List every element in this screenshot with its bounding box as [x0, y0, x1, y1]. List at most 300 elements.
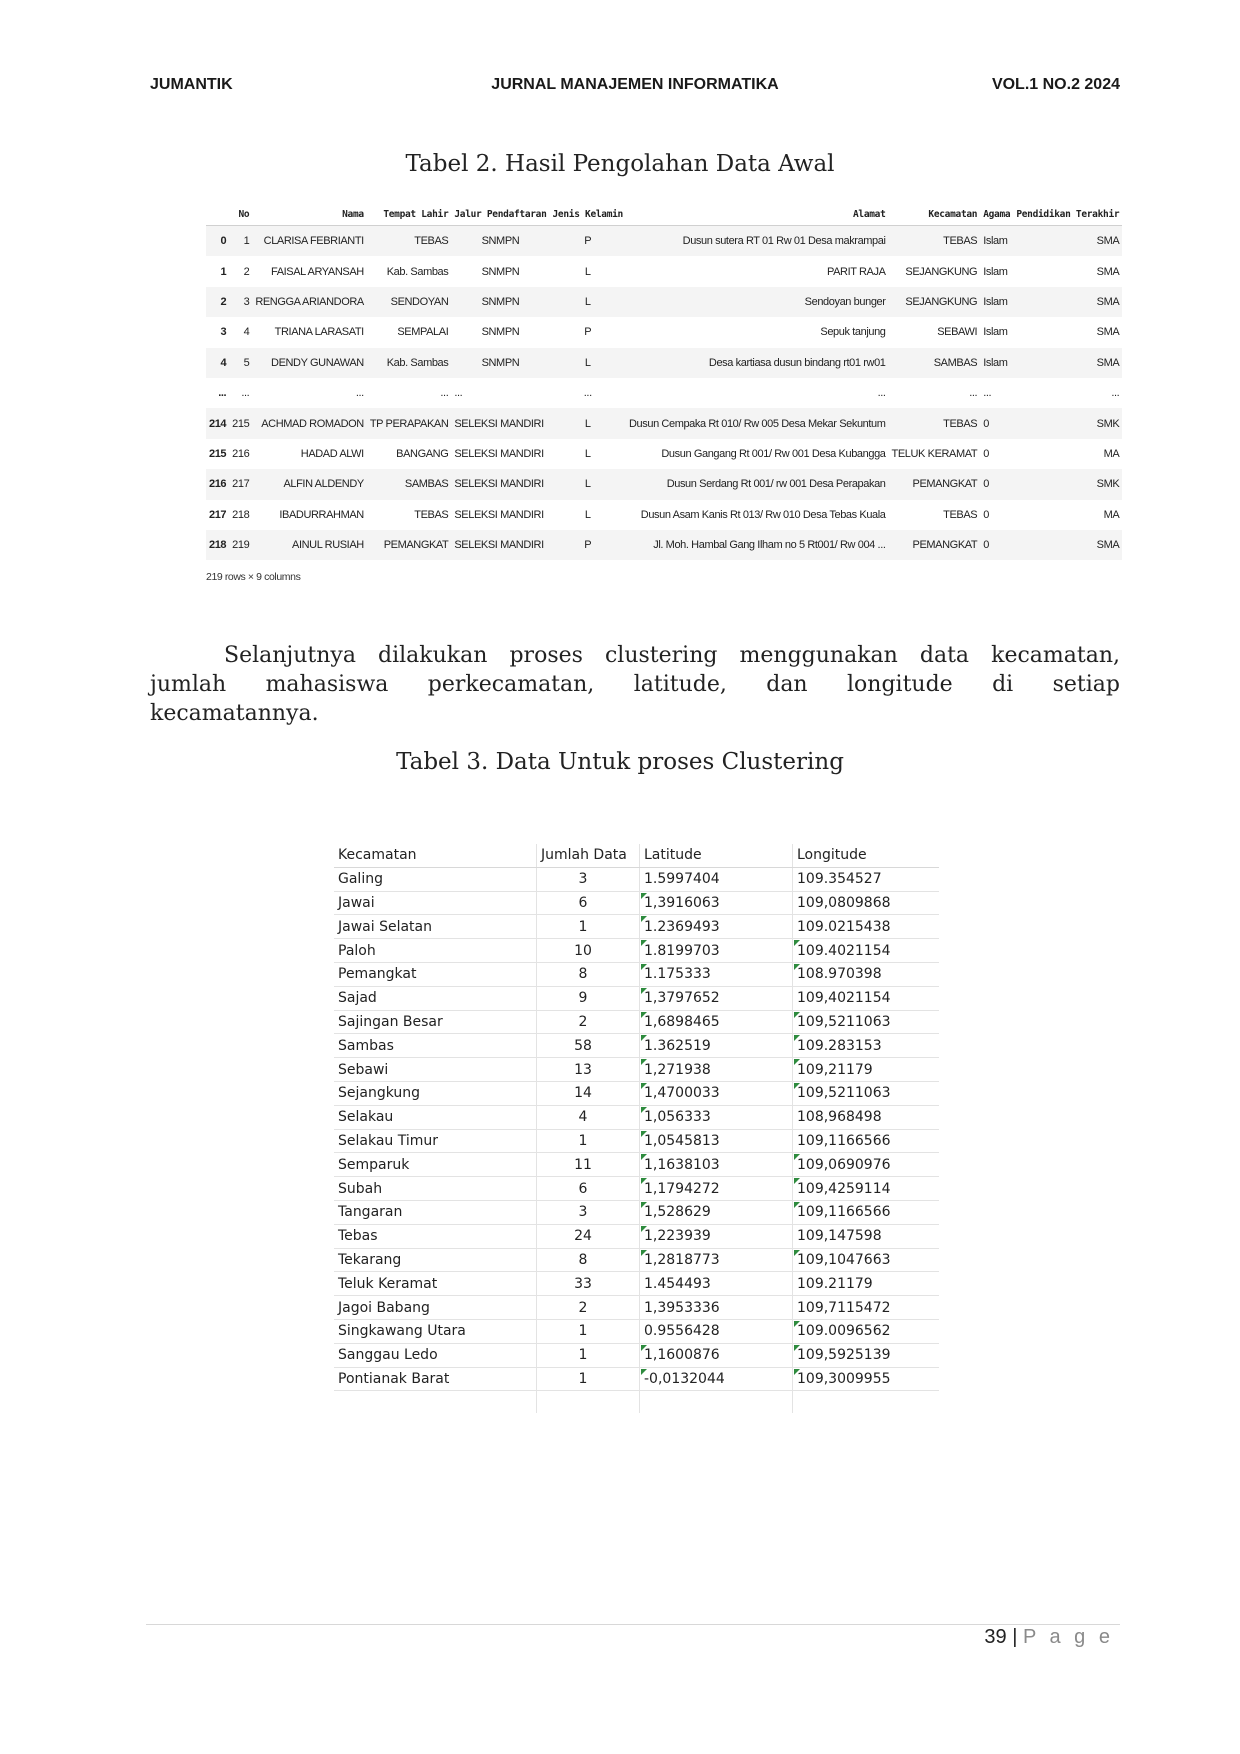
body-paragraph — [150, 641, 1120, 728]
page-number: 39 — [984, 1626, 1007, 1648]
table3-cell-lat — [640, 962, 793, 986]
table3-cell-text: 109,7115472 — [797, 1299, 891, 1316]
table2-cell: SMA — [1096, 356, 1120, 369]
number-as-text-marker-icon — [641, 1012, 647, 1018]
table2-row — [206, 439, 1122, 469]
table3-header-cell: Kecamatan — [334, 844, 537, 867]
table2-cell: SMA — [1096, 539, 1120, 552]
table3-row — [334, 1034, 939, 1058]
table2-row — [206, 348, 1122, 378]
table2-cell: ... — [1111, 387, 1120, 400]
table3-cell-lon — [793, 1343, 940, 1367]
table3-empty-cell — [537, 1391, 640, 1414]
table2-row — [206, 530, 1122, 560]
table2-header-cell: Agama — [980, 203, 1013, 226]
table3-cell-text: Teluk Keramat — [338, 1275, 438, 1292]
table3-cell-text: 109.21179 — [797, 1275, 873, 1292]
table2-header-cell: Tempat Lahir — [367, 203, 452, 226]
table3-cell-lon — [793, 1200, 940, 1224]
table2-row — [206, 500, 1122, 530]
table3-cell-lon — [793, 867, 940, 891]
table3-cell-text: 108.970398 — [797, 966, 882, 983]
table3-cell-text: 8 — [578, 1251, 588, 1268]
table2-cell: SNMPN — [481, 356, 520, 369]
table2-index-cell: 2 — [220, 295, 227, 308]
table2-cell: SNMPN — [481, 265, 520, 278]
table3-cell-lat — [640, 1058, 793, 1082]
paragraph-line: Selanjutnya dilakukan proses clustering menggunakan data kecamatan, — [224, 643, 1120, 668]
table3-row — [334, 1200, 939, 1224]
table2-cell: Dusun sutera RT 01 Rw 01 Desa makrampai — [682, 235, 886, 248]
table3-cell-jml — [537, 867, 640, 891]
table3-header-cell: Longitude — [793, 844, 940, 867]
table2-row — [206, 287, 1122, 317]
number-as-text-marker-icon — [641, 1178, 647, 1184]
table2-cell: SMA — [1096, 295, 1120, 308]
number-as-text-marker-icon — [794, 1321, 800, 1327]
table3-cell-lat — [640, 867, 793, 891]
table3-cell-lat — [640, 1248, 793, 1272]
table3-cell-jml — [537, 1319, 640, 1343]
table3-cell-lon — [793, 1153, 940, 1177]
table2-cell: PARIT RAJA — [826, 265, 886, 278]
table3-cell-lat — [640, 1319, 793, 1343]
table2-cell: 215 — [232, 417, 250, 430]
table3-cell-lat — [640, 1153, 793, 1177]
table2-footnote: 219 rows × 9 columns — [206, 571, 301, 583]
table3-cell-kec — [334, 1296, 537, 1320]
table2-cell: Dusun Serdang Rt 001/ rw 001 Desa Perapakan — [666, 478, 886, 491]
table2-cell: P — [584, 235, 592, 248]
table3-cell-text: 1.454493 — [644, 1275, 711, 1292]
table3-cell-text: 9 — [578, 990, 588, 1007]
table2-cell: ALFIN ALDENDY — [283, 478, 364, 491]
table3-cell-text: 109,0690976 — [797, 1156, 891, 1173]
table2-cell: Islam — [983, 235, 1008, 248]
table2-cell: PEMANGKAT — [912, 539, 978, 552]
table2-cell: ... — [877, 387, 886, 400]
table2-cell: L — [584, 478, 591, 491]
table2-cell: SEJANGKUNG — [905, 265, 978, 278]
table3-cell-lon — [793, 1034, 940, 1058]
table3-cell-lat — [640, 939, 793, 963]
table3-cell-lat — [640, 1200, 793, 1224]
table3-row — [334, 1224, 939, 1248]
number-as-text-marker-icon — [641, 1226, 647, 1232]
table3-cell-kec — [334, 1177, 537, 1201]
table3-cell-text: 1,056333 — [644, 1109, 711, 1126]
table2-cell: TEBAS — [943, 417, 978, 430]
table3-cell-kec — [334, 939, 537, 963]
table3-cell-text: 1 — [578, 918, 588, 935]
table2-index-cell: 218 — [209, 539, 227, 552]
number-as-text-marker-icon — [641, 964, 647, 970]
table3-cell-text: Jawai Selatan — [338, 918, 432, 935]
table3-cell-text: Jagoi Babang — [338, 1299, 430, 1316]
table2-cell: Dusun Asam Kanis Rt 013/ Rw 010 Desa Tebas Kuala — [640, 508, 886, 521]
table3-cell-kec — [334, 986, 537, 1010]
table3-cell-jml — [537, 1200, 640, 1224]
table3-cell-jml — [537, 1272, 640, 1296]
table3-cell-lon — [793, 1296, 940, 1320]
table3-cell-kec — [334, 1034, 537, 1058]
table2-cell: 218 — [232, 508, 250, 521]
table3-cell-jml — [537, 1343, 640, 1367]
table2-cell: MA — [1103, 447, 1120, 460]
table2-cell: Islam — [983, 265, 1008, 278]
table3-cell-text: 1,1600876 — [644, 1347, 720, 1364]
table3-cell-lat — [640, 1367, 793, 1391]
table3-cell-jml — [537, 1224, 640, 1248]
table3-cell-text: Paloh — [338, 942, 376, 959]
table3-row — [334, 915, 939, 939]
table3-cell-text: 1 — [578, 1370, 588, 1387]
table2-index-cell: 0 — [220, 235, 227, 248]
number-as-text-marker-icon — [794, 964, 800, 970]
table3-cell-lon — [793, 1081, 940, 1105]
number-as-text-marker-icon — [794, 1345, 800, 1351]
page-label: P a g e — [1022, 1626, 1114, 1648]
table2-cell: CLARISA FEBRIANTI — [263, 235, 364, 248]
table2-cell: SMK — [1096, 478, 1120, 491]
table3-row — [334, 962, 939, 986]
table2-cell: PEMANGKAT — [383, 539, 449, 552]
table3-cell-lon — [793, 1319, 940, 1343]
table3-cell-text: 109,21179 — [797, 1061, 873, 1078]
table3-cell-jml — [537, 962, 640, 986]
table3-cell-text: 58 — [574, 1037, 592, 1054]
table3-cell-lon — [793, 939, 940, 963]
table3-cell-kec — [334, 962, 537, 986]
table3-cell-text: 109.283153 — [797, 1037, 882, 1054]
table2-cell: ... — [355, 387, 364, 400]
table3-row — [334, 986, 939, 1010]
table3-cell-text: 1,3953336 — [644, 1299, 720, 1316]
table2-cell: ... — [440, 387, 449, 400]
table3-cell-text: 109,4021154 — [797, 990, 891, 1007]
table2-cell: 1 — [243, 235, 250, 248]
table3-cell-lon — [793, 1129, 940, 1153]
table2-cell: Dusun Cempaka Rt 010/ Rw 005 Desa Mekar Sekuntum — [628, 417, 886, 430]
table2-index-cell: 215 — [209, 447, 227, 460]
table3-cell-text: 11 — [574, 1156, 592, 1173]
volume-info: VOL.1 NO.2 2024 — [991, 76, 1120, 93]
table3-row — [334, 891, 939, 915]
table3-cell-text: 6 — [578, 894, 588, 911]
table2-cell: TRIANA LARASATI — [274, 326, 364, 339]
table3-cell-jml — [537, 1105, 640, 1129]
table3-cell-text: 33 — [574, 1275, 592, 1292]
table3-cell-lon — [793, 1224, 940, 1248]
table3-cell-lon — [793, 1248, 940, 1272]
number-as-text-marker-icon — [641, 988, 647, 994]
table3-cell-text: 1.362519 — [644, 1037, 711, 1054]
table2-cell: L — [584, 417, 591, 430]
table2-cell: DENDY GUNAWAN — [271, 356, 364, 369]
table3-cell-lon — [793, 986, 940, 1010]
table2-cell: ACHMAD ROMADON — [261, 417, 364, 430]
table2-row — [206, 256, 1122, 286]
table3-cell-lat — [640, 1177, 793, 1201]
table2-cell: 5 — [243, 356, 250, 369]
table3-cell-text: Tebas — [338, 1228, 378, 1245]
table2-cell: SELEKSI MANDIRI — [454, 478, 544, 491]
table3-cell-text: 4 — [578, 1109, 588, 1126]
number-as-text-marker-icon — [641, 1345, 647, 1351]
table2-cell: TP PERAPAKAN — [369, 417, 449, 430]
table2-cell: SEMPALAI — [397, 326, 449, 339]
table3-cell-text: Singkawang Utara — [338, 1323, 466, 1340]
table3-row — [334, 1129, 939, 1153]
table2-cell: 216 — [232, 447, 250, 460]
table3-empty-cell — [334, 1391, 537, 1414]
journal-short-name: JUMANTIK — [150, 76, 233, 93]
table3-cell-text: 1 — [578, 1323, 588, 1340]
table3-cell-text: 108,968498 — [797, 1109, 882, 1126]
table3-cell-lon — [793, 1367, 940, 1391]
table3-empty-cell — [640, 1391, 793, 1414]
table3-header-cell: Jumlah Data — [537, 844, 640, 867]
table3-cell-text: 1,2818773 — [644, 1251, 720, 1268]
table2-cell: TELUK KERAMAT — [891, 447, 978, 460]
table3-cell-text: 1,0545813 — [644, 1132, 720, 1149]
table3-cell-jml — [537, 939, 640, 963]
table2-cell: P — [584, 326, 592, 339]
table3-cell-kec — [334, 1105, 537, 1129]
table3-cell-jml — [537, 1153, 640, 1177]
table2-cell: TEBAS — [414, 508, 449, 521]
table3-cell-kec — [334, 891, 537, 915]
table3-cell-jml — [537, 986, 640, 1010]
table3-cell-jml — [537, 1177, 640, 1201]
table3-cell-jml — [537, 1010, 640, 1034]
table3-cell-text: 1.175333 — [644, 966, 711, 983]
number-as-text-marker-icon — [641, 1154, 647, 1160]
table3-cell-kec — [334, 1248, 537, 1272]
table2-cell: Dusun Gangang Rt 001/ Rw 001 Desa Kubangga — [661, 447, 886, 460]
table3-empty-cell — [793, 1391, 940, 1414]
table2-row — [206, 408, 1122, 438]
table2-cell: AINUL RUSIAH — [292, 539, 364, 552]
table3-cell-text: 1.2369493 — [644, 918, 720, 935]
table3-row — [334, 1153, 939, 1177]
table3-cell-text: Tangaran — [338, 1204, 403, 1221]
table3-cell-jml — [537, 1129, 640, 1153]
number-as-text-marker-icon — [641, 1131, 647, 1137]
table3-cell-kec — [334, 915, 537, 939]
table2-row — [206, 378, 1122, 408]
table3-cell-lat — [640, 1129, 793, 1153]
table2-cell: SMA — [1096, 265, 1120, 278]
table2-cell: IBADURRAHMAN — [279, 508, 364, 521]
table2-cell: Islam — [983, 326, 1008, 339]
table3-row — [334, 1367, 939, 1391]
table2-cell: Islam — [983, 295, 1008, 308]
number-as-text-marker-icon — [794, 1202, 800, 1208]
table3-cell-text: 1,528629 — [644, 1204, 711, 1221]
running-header — [150, 76, 1120, 100]
table3-cell-lat — [640, 1296, 793, 1320]
table3-cell-text: Sejangkung — [338, 1085, 421, 1102]
page-separator: | — [1012, 1626, 1018, 1648]
table3-cell-lon — [793, 962, 940, 986]
table2-cell: RENGGA ARIANDORA — [255, 295, 364, 308]
number-as-text-marker-icon — [641, 1059, 647, 1065]
table3-cell-text: 1.8199703 — [644, 942, 720, 959]
number-as-text-marker-icon — [794, 1369, 800, 1375]
number-as-text-marker-icon — [794, 940, 800, 946]
table3-cell-text: Sajingan Besar — [338, 1013, 443, 1030]
table3-cell-lat — [640, 1010, 793, 1034]
number-as-text-marker-icon — [641, 1250, 647, 1256]
table2-cell: SEJANGKUNG — [905, 295, 978, 308]
table3-cell-jml — [537, 1296, 640, 1320]
table3-row — [334, 1081, 939, 1105]
table2-dataframe — [206, 203, 1122, 560]
table2-cell: Sendoyan bunger — [804, 295, 886, 308]
table3-cell-text: Selakau — [338, 1109, 394, 1126]
table3-cell-kec — [334, 1367, 537, 1391]
table2-cell: Desa kartiasa dusun bindang rt01 rw01 — [708, 356, 886, 369]
table3-cell-text: Subah — [338, 1180, 383, 1197]
table3-cell-jml — [537, 915, 640, 939]
table3-cell-text: Semparuk — [338, 1156, 410, 1173]
table3-cell-kec — [334, 1081, 537, 1105]
table3-cell-lat — [640, 986, 793, 1010]
table2-caption: Tabel 2. Hasil Pengolahan Data Awal — [405, 151, 835, 177]
table2-cell: FAISAL ARYANSAH — [270, 265, 364, 278]
table2-index-cell: ... — [218, 387, 227, 400]
table3-spreadsheet — [334, 844, 939, 1413]
table3-cell-text: Sambas — [338, 1037, 394, 1054]
table2-cell: 0 — [983, 417, 989, 430]
table3-cell-text: Sanggau Ledo — [338, 1347, 438, 1364]
table2-cell: SMA — [1096, 235, 1120, 248]
table3-cell-kec — [334, 867, 537, 891]
table3-cell-text: 6 — [578, 1180, 588, 1197]
table2-index-cell: 214 — [209, 417, 227, 430]
table2-cell: ... — [983, 387, 992, 400]
table2-index-cell: 4 — [220, 356, 227, 369]
table3-cell-text: Sebawi — [338, 1061, 389, 1078]
table2-header-cell: Nama — [252, 203, 367, 226]
table3-cell-text: 24 — [574, 1228, 592, 1245]
number-as-text-marker-icon — [641, 1369, 647, 1375]
table3-row — [334, 1272, 939, 1296]
number-as-text-marker-icon — [794, 1059, 800, 1065]
table3-cell-text: 109.0096562 — [797, 1323, 891, 1340]
table3-row — [334, 939, 939, 963]
table3-cell-text: 109,3009955 — [797, 1370, 891, 1387]
table3-cell-text: Tekarang — [338, 1251, 402, 1268]
table3-cell-lon — [793, 1010, 940, 1034]
table2-cell: SNMPN — [481, 235, 520, 248]
table3-cell-text: Selakau Timur — [338, 1132, 439, 1149]
table3-cell-lat — [640, 1034, 793, 1058]
table3-cell-kec — [334, 1153, 537, 1177]
table2-cell: ... — [969, 387, 978, 400]
table2-cell: 0 — [983, 478, 989, 491]
table2-header-cell: Jenis Kelamin — [550, 203, 626, 226]
table2-cell: 219 — [232, 539, 250, 552]
table3-cell-lat — [640, 1343, 793, 1367]
table3-cell-text: Galing — [338, 871, 383, 888]
table2-cell: MA — [1103, 508, 1120, 521]
table3-cell-lon — [793, 1105, 940, 1129]
table2-row — [206, 469, 1122, 499]
number-as-text-marker-icon — [641, 1083, 647, 1089]
table2-cell: 0 — [983, 539, 989, 552]
table3-cell-lat — [640, 1081, 793, 1105]
table2-cell: P — [584, 539, 592, 552]
table2-cell: L — [584, 265, 591, 278]
page-footer — [984, 1626, 1114, 1649]
table3-row — [334, 1177, 939, 1201]
table3-cell-jml — [537, 1034, 640, 1058]
table2-header-cell: Kecamatan — [889, 203, 981, 226]
table3-cell-text: 3 — [578, 1204, 588, 1221]
table2-header-cell: No — [229, 203, 252, 226]
table2-cell: L — [584, 447, 591, 460]
table2-header-cell — [206, 203, 229, 226]
table3-cell-text: Sajad — [338, 990, 377, 1007]
number-as-text-marker-icon — [794, 1178, 800, 1184]
table2-cell: Jl. Moh. Hambal Gang Ilham no 5 Rt001/ Rw 004 ... — [653, 539, 886, 552]
table3-cell-text: 109,5211063 — [797, 1085, 891, 1102]
table3-cell-kec — [334, 1058, 537, 1082]
number-as-text-marker-icon — [641, 1107, 647, 1113]
table2-cell: SNMPN — [481, 326, 520, 339]
table2-header-cell: Alamat — [626, 203, 889, 226]
table3-cell-lon — [793, 1058, 940, 1082]
number-as-text-marker-icon — [794, 1250, 800, 1256]
table2-index-cell: 216 — [209, 478, 227, 491]
paragraph-line: kecamatannya. — [150, 701, 319, 726]
table3-cell-text: 1,1638103 — [644, 1156, 720, 1173]
table3-header-cell: Latitude — [640, 844, 793, 867]
table3-cell-jml — [537, 891, 640, 915]
table3-cell-lat — [640, 915, 793, 939]
table3-cell-text: 1,223939 — [644, 1228, 711, 1245]
table2-cell: SELEKSI MANDIRI — [454, 447, 544, 460]
table3-cell-text: 109,1047663 — [797, 1251, 891, 1268]
table3-row — [334, 1010, 939, 1034]
table2-cell: 3 — [243, 295, 250, 308]
number-as-text-marker-icon — [794, 1083, 800, 1089]
table2-index-cell: 1 — [220, 265, 227, 278]
table3-cell-text: Pontianak Barat — [338, 1370, 450, 1387]
table2-cell: BANGANG — [396, 447, 449, 460]
table2-cell: 4 — [243, 326, 250, 339]
table3-empty-row — [334, 1391, 939, 1414]
table3-cell-text: 1,1794272 — [644, 1180, 720, 1197]
table2-cell: ... — [583, 387, 592, 400]
journal-full-name: JURNAL MANAJEMEN INFORMATIKA — [491, 76, 779, 93]
table2-cell: ... — [241, 387, 250, 400]
table2-cell: HADAD ALWI — [300, 447, 364, 460]
table2-header-cell: Jalur Pendaftaran — [451, 203, 549, 226]
table3-cell-lat — [640, 1224, 793, 1248]
number-as-text-marker-icon — [641, 1035, 647, 1041]
table3-cell-text: 1,6898465 — [644, 1013, 720, 1030]
table3-row — [334, 1343, 939, 1367]
table2-cell: SEBAWI — [937, 326, 978, 339]
table3-row — [334, 1105, 939, 1129]
table3-cell-text: 1 — [578, 1132, 588, 1149]
table3-cell-text: -0,0132044 — [644, 1370, 725, 1387]
table3-cell-lat — [640, 1272, 793, 1296]
table3-cell-lon — [793, 891, 940, 915]
